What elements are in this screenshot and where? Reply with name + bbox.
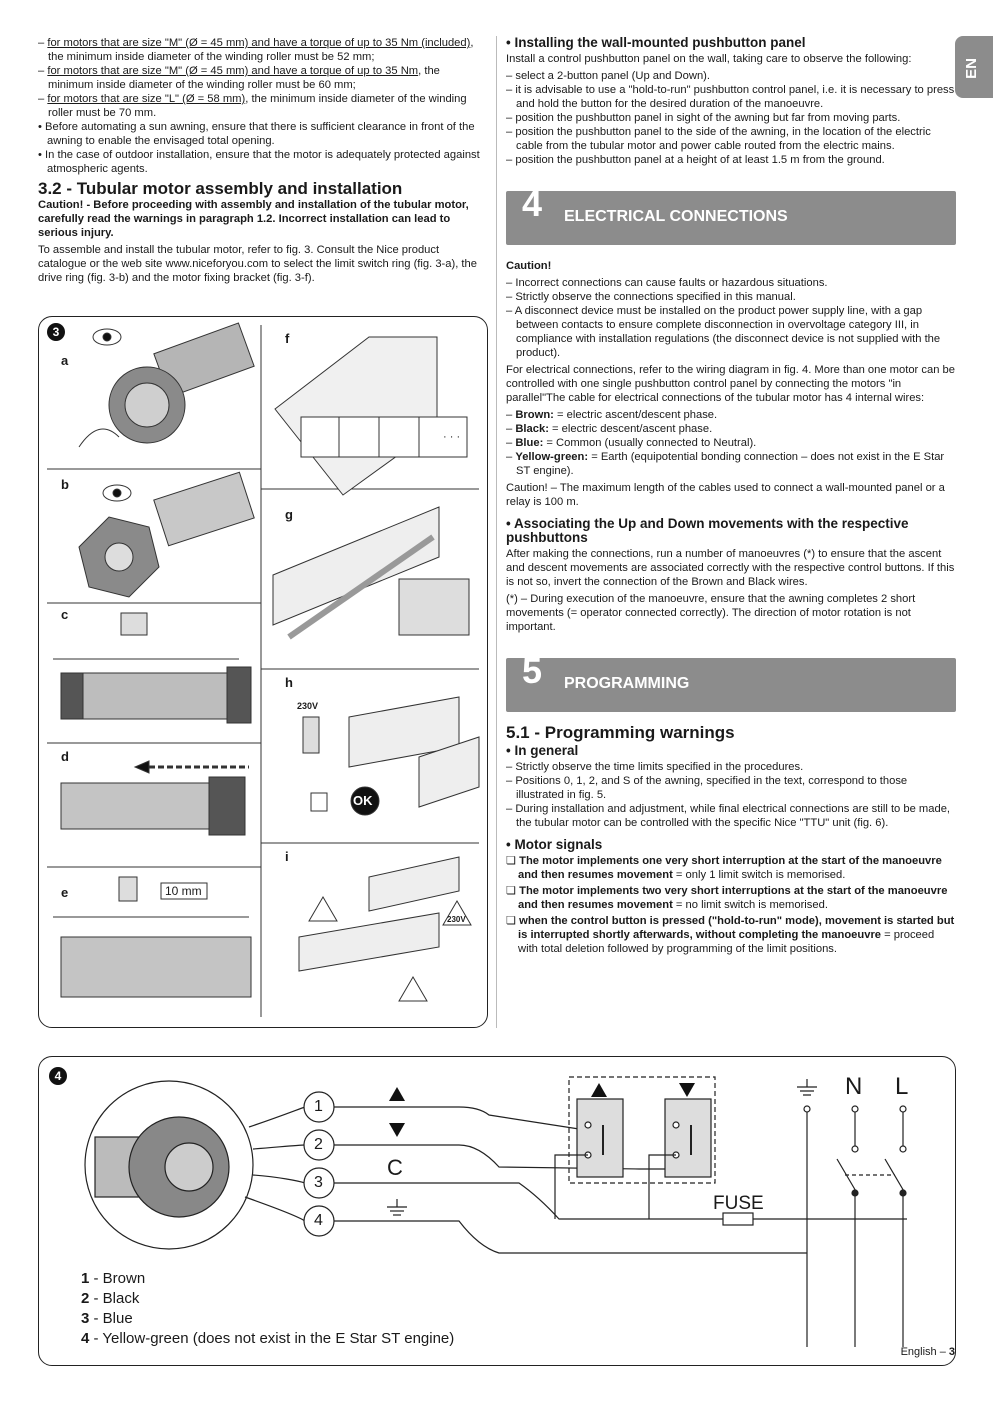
signal-item: ❏ The motor implements one very short interruption at the start of the manoeuvre and then resumes movement = only 1 limit switch is memorised. (506, 855, 942, 881)
chapter-4-number: 4 (522, 183, 543, 224)
circle-4: 4 (314, 1212, 323, 1229)
signal-condition: The motor implements two very short interruptions at the start of the manoeuvre and then resumes movement (518, 885, 948, 911)
legend-number: 4 (81, 1330, 90, 1347)
caution-item: – Strictly observe the connections specified in this manual. (506, 291, 796, 303)
cable-length-note: Caution! – The maximum length of the cables used to connect a wall-mounted panel or a relay is 100 m. (506, 482, 945, 508)
fuse-label: FUSE (713, 1193, 764, 1214)
wire-name: Blue: (515, 437, 544, 449)
associate-title: • Associating the Up and Down movements with the respective pushbuttons (506, 516, 909, 545)
fig3-label-b: b (61, 477, 69, 492)
voltage-label-i: 230V (447, 915, 466, 924)
motor-size-condition: for motors that are size "M" (Ø = 45 mm) and have a torque of up to 35 Nm (included) (47, 37, 471, 49)
general-list (506, 760, 956, 830)
legend-number: 1 (81, 1270, 90, 1287)
wire-name: Yellow-green: (515, 451, 589, 463)
signal-item: ❏ when the control button is pressed ("hold-to-run" mode), movement is started but is interrupted shortly afterwards, without completing the manoeuvre = proceed with total deletion followed by programming of the limit positions. (506, 915, 955, 955)
motor-size-condition: for motors that are size "M" (Ø = 45 mm) and have a torque of up to 35 Nm (47, 65, 419, 77)
motor-signals-title: • Motor signals (506, 837, 603, 852)
electrical-caution-label: Caution! (506, 260, 552, 272)
left-column (38, 36, 488, 288)
page-number: 3 (948, 1346, 955, 1358)
voltage-label-h: 230V (297, 701, 319, 711)
associate-note: (*) – During execution of the manoeuvre, ensure that the awning completes 2 short movements (= operator connected correctly). The direction of motor rotation is not important. (506, 593, 916, 633)
wall-item: – select a 2-button panel (Up and Down). (506, 70, 710, 82)
motor-signals-list (506, 854, 956, 956)
chapter-5-header (506, 650, 956, 712)
caution-item: – Incorrect connections can cause faults or hazardous situations. (506, 277, 828, 289)
motor-size-condition: for motors that are size "L" (Ø = 58 mm) (47, 93, 246, 105)
motor-size-requirement: , the minimum inside diameter of the winding roller must be 52 mm; (48, 37, 474, 63)
neutral-label: N (845, 1073, 863, 1100)
legend-number: 3 (81, 1310, 90, 1327)
electrical-caution-list (506, 276, 956, 360)
general-item: – During installation and adjustment, while final electrical connections are still to be made, the tubular motor can be controlled with the specific Nice "TTU" unit (fig. 6). (506, 803, 951, 829)
wire-legend (81, 1269, 454, 1349)
signal-condition: The motor implements one very short interruption at the start of the manoeuvre and then resumes movement (518, 855, 942, 881)
bullet-item: • In the case of outdoor installation, ensure that the motor is adequately protected against atmospheric agents. (38, 149, 480, 175)
assembly-body: To assemble and install the tubular motor, refer to fig. 3. Consult the Nice product catalogue or the web site www.niceforyou.com to select the limit switch ring (fig. 3-a), the drive ring (fig. 3-b) and the motor fixing bracket (fig. 3-f). (38, 244, 477, 284)
wire-name: Brown: (515, 409, 554, 421)
left-bullets (38, 120, 488, 176)
legend-item (81, 1289, 454, 1309)
motor-size-item: – for motors that are size "M" (Ø = 45 mm) and have a torque of up to 35 Nm (included), the minimum inside diameter of the winding roller must be 52 mm; (38, 37, 474, 63)
wire-desc: = Common (usually connected to Neutral). (543, 437, 757, 449)
assembly-caution: Caution! - Before proceeding with assembly and installation of the tubular motor, carefully read the warnings in paragraph 1.2. Incorrect installation can lead to serious injury. (38, 199, 469, 239)
fig3-label-c: c (61, 607, 69, 622)
legend-text: - Blue (89, 1310, 133, 1327)
motor-size-requirement: , the minimum inside diameter of the winding roller must be 60 mm; (48, 65, 440, 91)
wire-desc: = electric ascent/descent phase. (553, 409, 718, 421)
caution-item: – A disconnect device must be installed on the product power supply line, with a gap between contacts to ensure complete disconnection in overvoltage category III, in compliance with installation regulations (the disconnect device is not supplied with the product). (506, 305, 941, 359)
wall-item: – position the pushbutton panel in sight of the awning but far from moving parts. (506, 112, 901, 124)
figure-3-drawing (39, 317, 487, 1027)
language-tab-label: EN (962, 58, 980, 79)
circle-1: 1 (314, 1098, 323, 1115)
figure-3 (38, 316, 488, 1028)
wall-panel-list (506, 69, 956, 167)
fig3-label-i: i (285, 849, 289, 864)
wire-item: – Yellow-green: = Earth (equipotential bonding connection – does not exist in the E Star ST engine). (506, 451, 945, 477)
wall-panel-intro: Install a control pushbutton panel on the wall, taking care to observe the following: (506, 53, 912, 65)
electrical-body: For electrical connections, refer to the wiring diagram in fig. 4. More than one motor can be controlled with one single pushbutton control panel by connecting the motors "in parallel"The cable for electrical connections of the tubular motor has 4 internal wires: (506, 364, 955, 404)
wall-item-text: select a 2-button panel (Up and Down). (515, 70, 710, 82)
circle-3: 3 (314, 1174, 323, 1191)
wall-panel-title: • Installing the wall-mounted pushbutton panel (506, 35, 806, 50)
fig3-label-f: f (285, 331, 290, 346)
bullet-text: Before automating a sun awning, ensure that there is sufficient clearance in front of the awning to enable the envisaged total opening. (45, 121, 475, 147)
caution-item-text: Strictly observe the connections specified in this manual. (515, 291, 796, 303)
wall-item-text: position the pushbutton panel to the side of the awning, in the location of the electric cable from the tubular motor and power cable routed from the electric mains. (515, 126, 931, 152)
more-brackets: · · · (443, 431, 461, 443)
caution-item-text: Incorrect connections can cause faults or hazardous situations. (515, 277, 828, 289)
fig3-label-a: a (61, 353, 69, 368)
motor-size-item: – for motors that are size "L" (Ø = 58 mm), the minimum inside diameter of the winding roller must be 70 mm. (38, 93, 467, 119)
measure-label: 10 mm (165, 884, 202, 898)
ok-badge: OK (353, 793, 373, 808)
motor-size-requirement: , the minimum inside diameter of the winding roller must be 70 mm. (48, 93, 467, 119)
language-tab (955, 36, 993, 98)
wall-item: – it is advisable to use a "hold-to-run" pushbutton control panel, i.e. it is necessary to press and hold the button for the desired duration of the manoeuvre. (506, 84, 955, 110)
general-title: • In general (506, 743, 579, 758)
fig3-label-g: g (285, 507, 293, 522)
figure-3-badge: 3 (47, 323, 65, 341)
chapter-5-number: 5 (522, 650, 543, 691)
footer-language: English – (900, 1346, 949, 1358)
wire-name: Black: (515, 423, 549, 435)
wire-list (506, 408, 956, 478)
legend-item (81, 1329, 454, 1349)
signal-meaning: = proceed with total deletion followed by programming of the limit positions. (518, 929, 935, 955)
wire-item: – Black: = electric descent/ascent phase. (506, 423, 713, 435)
bullet-item: • Before automating a sun awning, ensure that there is sufficient clearance in front of the awning to enable the envisaged total opening. (38, 121, 475, 147)
page-footer (901, 1346, 955, 1358)
right-column (506, 36, 956, 958)
wall-item-text: position the pushbutton panel in sight of the awning but far from moving parts. (515, 112, 901, 124)
signal-meaning: = only 1 limit switch is memorised. (672, 869, 846, 881)
legend-text: - Yellow-green (does not exist in the E Star ST engine) (89, 1330, 455, 1347)
chapter-5-title: PROGRAMMING (564, 675, 690, 692)
legend-item (81, 1269, 454, 1289)
motor-size-list (38, 36, 488, 120)
general-item: – Strictly observe the time limits specified in the procedures. (506, 761, 804, 773)
programming-warnings-title: 5.1 - Programming warnings (506, 723, 735, 742)
legend-number: 2 (81, 1290, 90, 1307)
motor-size-item: – for motors that are size "M" (Ø = 45 mm) and have a torque of up to 35 Nm, the minimum inside diameter of the winding roller must be 60 mm; (38, 65, 440, 91)
wire-item: – Brown: = electric ascent/descent phase. (506, 409, 718, 421)
caution-item-text: A disconnect device must be installed on the product power supply line, with a gap between contacts to ensure complete disconnection in overvoltage category III, in compliance with installation regulations (the disconnect device is not supplied with the product). (514, 305, 941, 359)
line-label: L (895, 1073, 909, 1100)
fig3-label-h: h (285, 675, 293, 690)
wall-item-text: it is advisable to use a "hold-to-run" pushbutton control panel, i.e. it is necessary to press and hold the button for the desired duration of the manoeuvre. (515, 84, 955, 110)
wire-item: – Blue: = Common (usually connected to Neutral). (506, 437, 757, 449)
wire-desc: = Earth (equipotential bonding connection – does not exist in the E Star ST engine). (516, 451, 945, 477)
fig3-label-d: d (61, 749, 69, 764)
chapter-4-title: ELECTRICAL CONNECTIONS (564, 208, 788, 225)
wall-item: – position the pushbutton panel to the side of the awning, in the location of the electric cable from the tubular motor and power cable routed from the electric mains. (506, 126, 931, 152)
legend-item (81, 1309, 454, 1329)
wire-desc: = electric descent/ascent phase. (548, 423, 713, 435)
legend-text: - Black (89, 1290, 140, 1307)
signal-item: ❏ The motor implements two very short interruptions at the start of the manoeuvre and then resumes movement = no limit switch is memorised. (506, 885, 948, 911)
general-item-text: Strictly observe the time limits specified in the procedures. (515, 761, 804, 773)
bullet-text: In the case of outdoor installation, ensure that the motor is adequately protected against atmospheric agents. (45, 149, 480, 175)
general-item-text: During installation and adjustment, while final electrical connections are still to be made, the tubular motor can be controlled with the specific Nice "TTU" unit (fig. 6). (515, 803, 951, 829)
section-title-3-2: 3.2 - Tubular motor assembly and installation (38, 179, 403, 198)
fig3-label-e: e (61, 885, 69, 900)
column-divider (496, 36, 497, 1028)
chapter-4-header (506, 183, 956, 245)
signal-condition: when the control button is pressed ("hold-to-run" mode), movement is started but is interrupted shortly afterwards, without completing the manoeuvre (518, 915, 955, 941)
legend-text: - Brown (89, 1270, 146, 1287)
general-item-text: Positions 0, 1, 2, and S of the awning, specified in the text, correspond to those illustrated in fig. 5. (515, 775, 908, 801)
general-item: – Positions 0, 1, 2, and S of the awning, specified in the text, correspond to those illustrated in fig. 5. (506, 775, 908, 801)
figure-4-badge: 4 (49, 1067, 67, 1085)
wall-item: – position the pushbutton panel at a height of at least 1.5 m from the ground. (506, 154, 885, 166)
signal-meaning: = no limit switch is memorised. (672, 899, 828, 911)
figure-4 (38, 1056, 956, 1366)
circle-2: 2 (314, 1136, 323, 1153)
associate-body: After making the connections, run a number of manoeuvres (*) to ensure that the ascent and descent movements are associated correctly with the respective control buttons. If this is not so, invert the connection of the Brown and Black wires. (506, 548, 955, 588)
wall-item-text: position the pushbutton panel at a height of at least 1.5 m from the ground. (515, 154, 885, 166)
common-label: C (387, 1155, 403, 1180)
